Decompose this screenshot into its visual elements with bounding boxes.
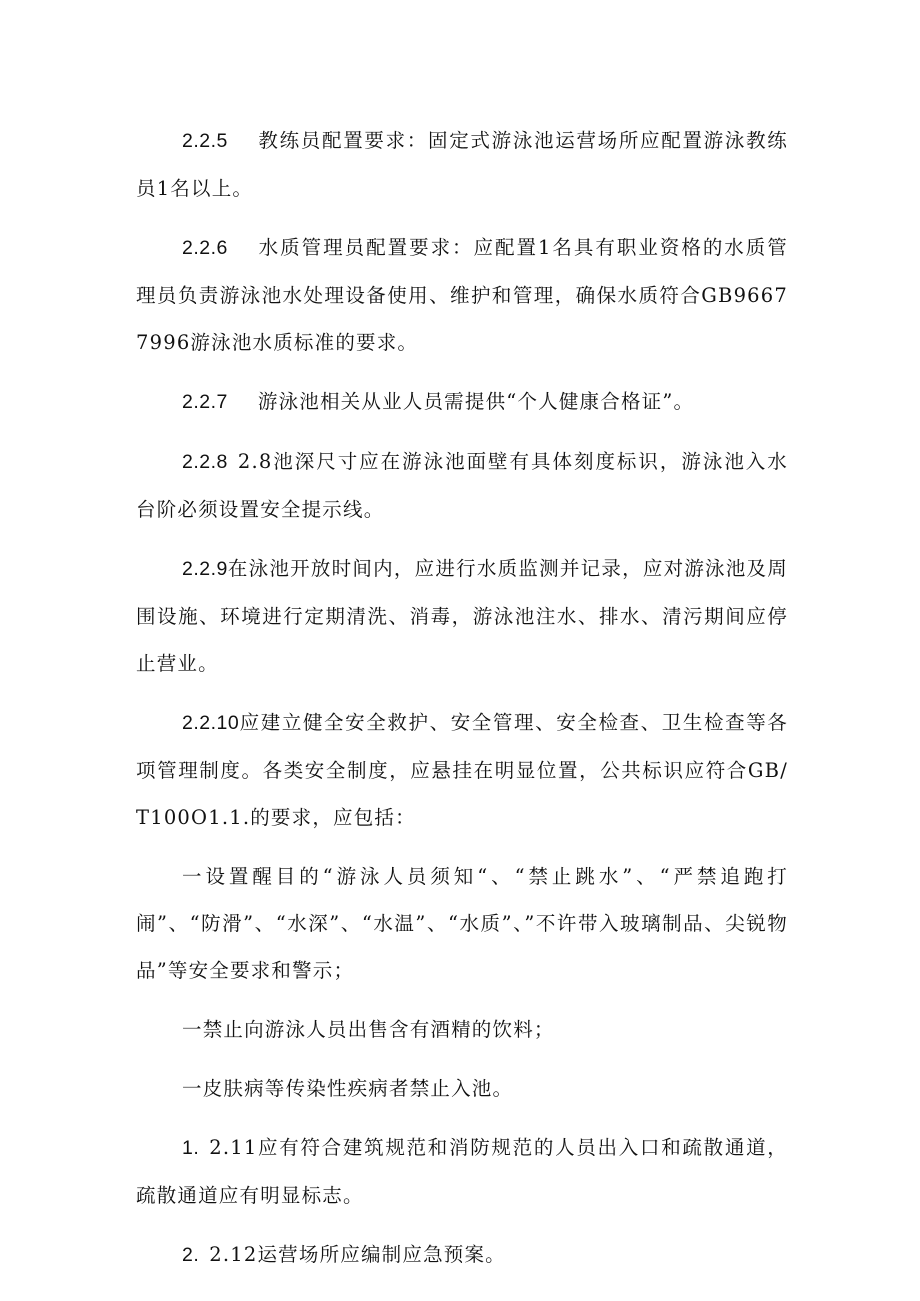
clause-number: 2.2.5 bbox=[182, 130, 228, 152]
clause-number: 2.2.8 bbox=[182, 451, 228, 473]
paragraph-2-2-10 bbox=[136, 699, 788, 841]
clause-text: 教练员配置要求：固定式游泳池运营场所应配置游泳教练员1名以上。 bbox=[136, 129, 788, 200]
clause-number: 2.2.7 bbox=[182, 391, 228, 413]
list-number: 2. bbox=[182, 1244, 200, 1266]
clause-number: 2.2.9 bbox=[182, 558, 228, 580]
paragraph-2-2-9 bbox=[136, 545, 788, 687]
clause-text: 水质管理员配置要求：应配置1名具有职业资格的水质管理员负责游泳池水处理设备使用、维护和管理，确保水质符合GB96677996游泳池水质标准的要求。 bbox=[136, 236, 788, 354]
paragraph-2-2-8 bbox=[136, 438, 788, 533]
clause-text: 2.8池深尺寸应在游泳池面壁有具体刻度标识，游泳池入水台阶必须设置安全提示线。 bbox=[136, 450, 788, 521]
paragraph-2-11 bbox=[136, 1124, 788, 1219]
list-item-no-alcohol bbox=[136, 1006, 788, 1053]
list-item-text: 一皮肤病等传染性疾病者禁止入池。 bbox=[182, 1077, 514, 1100]
list-item-text: 一设置醒目的“游泳人员须知“、“禁止跳水”、“严禁追跑打闹”、“防滑”、“水深”、“水温”、“水质”、”不许带入玻璃制品、尖锐物品”等安全要求和警示； bbox=[136, 865, 788, 982]
clause-number: 2.2.10 bbox=[182, 712, 240, 734]
clause-text: 游泳池相关从业人员需提供“个人健康合格证”。 bbox=[257, 390, 695, 413]
clause-text: 在泳池开放时间内，应进行水质监测并记录，应对游泳池及周围设施、环境进行定期清洗、消毒，游泳池注水、排水、清污期间应停止营业。 bbox=[136, 557, 788, 675]
paragraph-2-2-5 bbox=[136, 117, 788, 212]
paragraph-2-12 bbox=[136, 1231, 788, 1279]
clause-text: 2.12运营场所应编制应急预案。 bbox=[209, 1243, 506, 1266]
paragraph-2-2-6 bbox=[136, 224, 788, 366]
clause-text: 2.11应有符合建筑规范和消防规范的人员出入口和疏散通道，疏散通道应有明显标志。 bbox=[136, 1136, 788, 1207]
clause-number: 2.2.6 bbox=[182, 237, 228, 259]
list-item-no-disease bbox=[136, 1065, 788, 1112]
paragraph-2-2-7 bbox=[136, 378, 788, 426]
list-item-text: 一禁止向游泳人员出售含有酒精的饮料； bbox=[182, 1018, 555, 1041]
document-body bbox=[136, 117, 788, 1291]
clause-text: 应建立健全安全救护、安全管理、安全检查、卫生检查等各项管理制度。各类安全制度，应悬挂在明显位置，公共标识应符合GB/T100O1.1.的要求，应包括： bbox=[136, 711, 788, 829]
list-number: 1. bbox=[182, 1137, 200, 1159]
list-item-warning-signs bbox=[136, 853, 788, 994]
